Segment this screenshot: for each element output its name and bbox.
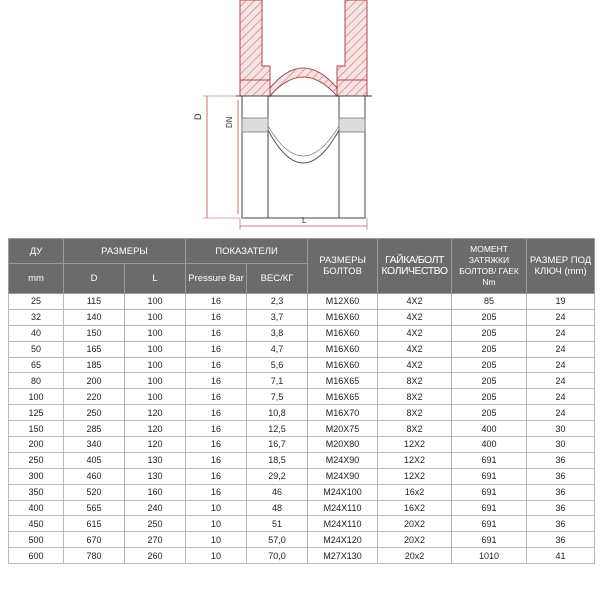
cell-pressure: 10 bbox=[186, 500, 247, 516]
dim-label-D: D bbox=[193, 113, 203, 120]
cell-weight: 18,5 bbox=[247, 452, 308, 468]
header-weight: ВЕС/КГ bbox=[247, 264, 308, 294]
table-row bbox=[9, 309, 595, 325]
cell-du: 350 bbox=[9, 484, 64, 500]
cell-wrench-size: 41 bbox=[527, 548, 595, 564]
cell-weight: 46 bbox=[247, 484, 308, 500]
cell-torque: 205 bbox=[452, 405, 527, 421]
cell-du: 50 bbox=[9, 341, 64, 357]
cell-du: 600 bbox=[9, 548, 64, 564]
cell-pressure: 10 bbox=[186, 532, 247, 548]
cell-L: 100 bbox=[125, 325, 186, 341]
cell-du: 65 bbox=[9, 357, 64, 373]
cell-weight: 3,7 bbox=[247, 309, 308, 325]
cell-L: 100 bbox=[125, 373, 186, 389]
header-du: ДУ bbox=[9, 239, 64, 264]
cell-torque: 205 bbox=[452, 325, 527, 341]
left-pipe-wall bbox=[240, 0, 270, 80]
cell-D: 285 bbox=[64, 421, 125, 437]
cell-weight: 2,3 bbox=[247, 294, 308, 310]
cell-nut-bolt-qty: 12X2 bbox=[378, 437, 452, 453]
cell-pressure: 16 bbox=[186, 405, 247, 421]
cell-bolt-size: M24X110 bbox=[308, 516, 378, 532]
cell-pressure: 10 bbox=[186, 548, 247, 564]
header-pressure: Pressure Bar bbox=[186, 264, 247, 294]
cell-D: 405 bbox=[64, 452, 125, 468]
table-row bbox=[9, 484, 595, 500]
cell-bolt-size: M16X60 bbox=[308, 357, 378, 373]
cell-du: 80 bbox=[9, 373, 64, 389]
cell-du: 40 bbox=[9, 325, 64, 341]
cell-L: 100 bbox=[125, 357, 186, 373]
cell-pressure: 16 bbox=[186, 309, 247, 325]
cell-weight: 4,7 bbox=[247, 341, 308, 357]
cell-bolt-size: M16X65 bbox=[308, 373, 378, 389]
cell-D: 140 bbox=[64, 309, 125, 325]
cell-nut-bolt-qty: 16X2 bbox=[378, 500, 452, 516]
table-row bbox=[9, 389, 595, 405]
cell-du: 32 bbox=[9, 309, 64, 325]
cell-bolt-size: M12X60 bbox=[308, 294, 378, 310]
cell-D: 250 bbox=[64, 405, 125, 421]
table-row bbox=[9, 325, 595, 341]
cell-pressure: 16 bbox=[186, 325, 247, 341]
right-flange bbox=[337, 80, 367, 96]
cell-du: 300 bbox=[9, 468, 64, 484]
table-row bbox=[9, 373, 595, 389]
cell-L: 100 bbox=[125, 294, 186, 310]
right-pipe-wall bbox=[337, 0, 367, 80]
cell-L: 270 bbox=[125, 532, 186, 548]
cell-wrench-size: 36 bbox=[527, 532, 595, 548]
cell-torque: 691 bbox=[452, 452, 527, 468]
cell-du: 400 bbox=[9, 500, 64, 516]
cell-nut-bolt-qty: 4X2 bbox=[378, 341, 452, 357]
cell-torque: 205 bbox=[452, 357, 527, 373]
cell-bolt-size: M24X120 bbox=[308, 532, 378, 548]
specs-table-wrapper bbox=[8, 238, 594, 564]
cell-bolt-size: M24X100 bbox=[308, 484, 378, 500]
cell-wrench-size: 36 bbox=[527, 468, 595, 484]
cell-L: 250 bbox=[125, 516, 186, 532]
table-row bbox=[9, 294, 595, 310]
cell-wrench-size: 24 bbox=[527, 373, 595, 389]
dim-label-DN: DN bbox=[225, 116, 234, 128]
bellow-bottom bbox=[268, 130, 339, 163]
left-flange bbox=[240, 80, 270, 96]
cell-L: 100 bbox=[125, 341, 186, 357]
cell-D: 220 bbox=[64, 389, 125, 405]
cell-torque: 1010 bbox=[452, 548, 527, 564]
cell-weight: 51 bbox=[247, 516, 308, 532]
cell-wrench-size: 24 bbox=[527, 341, 595, 357]
cell-pressure: 16 bbox=[186, 341, 247, 357]
cell-weight: 70,0 bbox=[247, 548, 308, 564]
cell-bolt-size: M16X60 bbox=[308, 309, 378, 325]
header-sizes: РАЗМЕРЫ bbox=[64, 239, 186, 264]
cell-L: 120 bbox=[125, 421, 186, 437]
right-body bbox=[339, 96, 365, 218]
cell-nut-bolt-qty: 8X2 bbox=[378, 421, 452, 437]
cell-D: 200 bbox=[64, 373, 125, 389]
cell-wrench-size: 24 bbox=[527, 405, 595, 421]
cell-weight: 12,5 bbox=[247, 421, 308, 437]
cell-nut-bolt-qty: 4X2 bbox=[378, 325, 452, 341]
cell-bolt-size: M24X90 bbox=[308, 452, 378, 468]
cell-pressure: 10 bbox=[186, 516, 247, 532]
cell-weight: 3,8 bbox=[247, 325, 308, 341]
cell-D: 565 bbox=[64, 500, 125, 516]
table-row bbox=[9, 437, 595, 453]
cell-pressure: 16 bbox=[186, 373, 247, 389]
header-D: D bbox=[64, 264, 125, 294]
header-mm: mm bbox=[9, 264, 64, 294]
cell-D: 670 bbox=[64, 532, 125, 548]
cell-bolt-size: M16X60 bbox=[308, 341, 378, 357]
cell-torque: 85 bbox=[452, 294, 527, 310]
cell-nut-bolt-qty: 4X2 bbox=[378, 357, 452, 373]
cell-L: 130 bbox=[125, 468, 186, 484]
cell-bolt-size: M16X70 bbox=[308, 405, 378, 421]
cell-wrench-size: 24 bbox=[527, 309, 595, 325]
cell-pressure: 16 bbox=[186, 421, 247, 437]
cell-nut-bolt-qty: 12X2 bbox=[378, 452, 452, 468]
table-row bbox=[9, 341, 595, 357]
cell-nut-bolt-qty: 8X2 bbox=[378, 389, 452, 405]
cell-D: 780 bbox=[64, 548, 125, 564]
cell-weight: 7,5 bbox=[247, 389, 308, 405]
cell-nut-bolt-qty: 8X2 bbox=[378, 373, 452, 389]
cell-bolt-size: M16X60 bbox=[308, 325, 378, 341]
cell-L: 240 bbox=[125, 500, 186, 516]
table-row bbox=[9, 516, 595, 532]
cell-du: 25 bbox=[9, 294, 64, 310]
cell-weight: 29,2 bbox=[247, 468, 308, 484]
cell-D: 165 bbox=[64, 341, 125, 357]
cell-nut-bolt-qty: 20X2 bbox=[378, 532, 452, 548]
specs-table-body bbox=[9, 294, 595, 564]
cell-D: 340 bbox=[64, 437, 125, 453]
cell-wrench-size: 36 bbox=[527, 484, 595, 500]
cell-nut-bolt-qty: 20x2 bbox=[378, 548, 452, 564]
cell-pressure: 16 bbox=[186, 357, 247, 373]
cell-pressure: 16 bbox=[186, 452, 247, 468]
cell-du: 250 bbox=[9, 452, 64, 468]
cell-nut-bolt-qty: 12X2 bbox=[378, 468, 452, 484]
table-row bbox=[9, 532, 595, 548]
cell-wrench-size: 24 bbox=[527, 357, 595, 373]
header-nut-bolt-qty: ГАЙКА/БОЛТ КОЛИЧЕСТВО bbox=[378, 239, 452, 294]
cell-D: 150 bbox=[64, 325, 125, 341]
cell-D: 615 bbox=[64, 516, 125, 532]
cell-du: 125 bbox=[9, 405, 64, 421]
cell-du: 150 bbox=[9, 421, 64, 437]
cell-weight: 5,6 bbox=[247, 357, 308, 373]
table-row bbox=[9, 452, 595, 468]
cell-L: 260 bbox=[125, 548, 186, 564]
specs-table bbox=[8, 238, 595, 564]
cell-du: 450 bbox=[9, 516, 64, 532]
table-row bbox=[9, 468, 595, 484]
cell-wrench-size: 24 bbox=[527, 389, 595, 405]
cell-pressure: 16 bbox=[186, 484, 247, 500]
cell-du: 100 bbox=[9, 389, 64, 405]
expansion-joint-drawing bbox=[0, 0, 600, 236]
cell-pressure: 16 bbox=[186, 294, 247, 310]
cell-bolt-size: M24X90 bbox=[308, 468, 378, 484]
cell-torque: 400 bbox=[452, 437, 527, 453]
cell-du: 200 bbox=[9, 437, 64, 453]
cell-wrench-size: 30 bbox=[527, 421, 595, 437]
cell-bolt-size: M20X80 bbox=[308, 437, 378, 453]
cell-weight: 16,7 bbox=[247, 437, 308, 453]
table-row bbox=[9, 421, 595, 437]
cell-nut-bolt-qty: 4X2 bbox=[378, 309, 452, 325]
cell-nut-bolt-qty: 16x2 bbox=[378, 484, 452, 500]
cell-torque: 205 bbox=[452, 373, 527, 389]
cell-wrench-size: 24 bbox=[527, 325, 595, 341]
cell-torque: 205 bbox=[452, 341, 527, 357]
cell-nut-bolt-qty: 20X2 bbox=[378, 516, 452, 532]
cell-wrench-size: 36 bbox=[527, 452, 595, 468]
cell-weight: 10,8 bbox=[247, 405, 308, 421]
cell-weight: 57,0 bbox=[247, 532, 308, 548]
cell-L: 130 bbox=[125, 452, 186, 468]
cell-wrench-size: 36 bbox=[527, 500, 595, 516]
table-row bbox=[9, 548, 595, 564]
cell-D: 520 bbox=[64, 484, 125, 500]
cell-nut-bolt-qty: 4X2 bbox=[378, 294, 452, 310]
left-body bbox=[242, 96, 268, 218]
table-row bbox=[9, 357, 595, 373]
header-bolt-sizes: РАЗМЕРЫ БОЛТОВ bbox=[308, 239, 378, 294]
cell-pressure: 16 bbox=[186, 389, 247, 405]
cell-wrench-size: 36 bbox=[527, 516, 595, 532]
cell-torque: 205 bbox=[452, 389, 527, 405]
cell-bolt-size: M24X110 bbox=[308, 500, 378, 516]
header-indicators: ПОКАЗАТЕЛИ bbox=[186, 239, 308, 264]
cell-L: 160 bbox=[125, 484, 186, 500]
cell-bolt-size: M27X130 bbox=[308, 548, 378, 564]
cell-torque: 691 bbox=[452, 484, 527, 500]
cell-L: 100 bbox=[125, 389, 186, 405]
cell-D: 185 bbox=[64, 357, 125, 373]
cell-pressure: 16 bbox=[186, 437, 247, 453]
table-row bbox=[9, 500, 595, 516]
cell-nut-bolt-qty: 8X2 bbox=[378, 405, 452, 421]
cell-bolt-size: M16X65 bbox=[308, 389, 378, 405]
cell-wrench-size: 19 bbox=[527, 294, 595, 310]
cell-du: 500 bbox=[9, 532, 64, 548]
cell-weight: 7,1 bbox=[247, 373, 308, 389]
cell-L: 120 bbox=[125, 405, 186, 421]
cell-bolt-size: M20X75 bbox=[308, 421, 378, 437]
table-row bbox=[9, 405, 595, 421]
cell-D: 115 bbox=[64, 294, 125, 310]
cell-weight: 48 bbox=[247, 500, 308, 516]
cell-pressure: 16 bbox=[186, 468, 247, 484]
cell-L: 120 bbox=[125, 437, 186, 453]
cell-torque: 691 bbox=[452, 532, 527, 548]
cell-torque: 691 bbox=[452, 468, 527, 484]
dim-label-L: L bbox=[302, 216, 307, 225]
header-torque: МОМЕНТ ЗАТЯЖКИ БОЛТОВ/ ГАЕК Nm bbox=[452, 239, 527, 294]
bellow-top bbox=[270, 68, 337, 96]
cell-torque: 400 bbox=[452, 421, 527, 437]
cell-D: 460 bbox=[64, 468, 125, 484]
cell-wrench-size: 30 bbox=[527, 437, 595, 453]
header-wrench-size: РАЗМЕР ПОД КЛЮЧ (mm) bbox=[527, 239, 595, 294]
cell-torque: 691 bbox=[452, 516, 527, 532]
cell-L: 100 bbox=[125, 309, 186, 325]
header-L: L bbox=[125, 264, 186, 294]
cell-torque: 691 bbox=[452, 500, 527, 516]
cell-torque: 205 bbox=[452, 309, 527, 325]
